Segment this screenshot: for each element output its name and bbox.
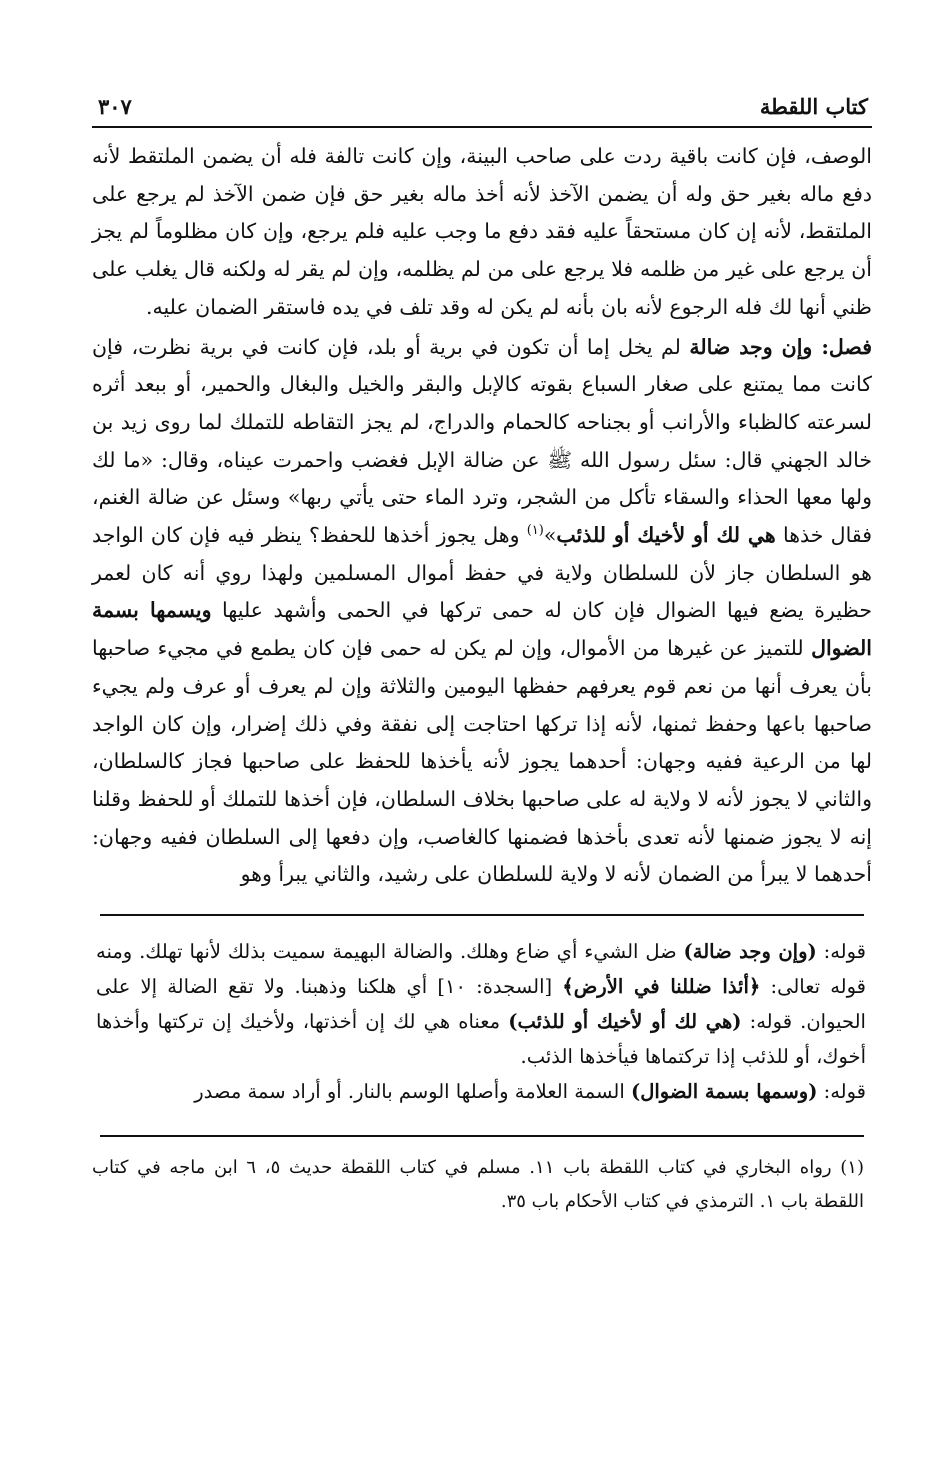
commentary-1-text-c: معناه هي لك إن أخذتها، ولأخيك إن تركتها وأخذها أخوك، أو للذئب إذا تركتماها فيأخذها الذئب. bbox=[96, 1010, 866, 1069]
commentary-paragraph-2 bbox=[96, 1074, 866, 1109]
footnote-1 bbox=[92, 1151, 864, 1219]
commentary-paragraph-1 bbox=[96, 934, 866, 1074]
main-paragraph-2-part-a: لم يخل إما أن تكون في برية أو بلد، فإن كانت في برية نظرت، فإن كانت مما يمتنع على صغار السباع بقوته كالإبل والبقر والخيل والبغال والحمير، أو ببعد أثره لسرعته كالظباء والأرانب أو بجناحه كالحمام والدراج، لم يجز التقاطه للتملك لما روى زيد بن خالد الجهني قال: سئل رسول الله ﷺ عن ضالة الإبل فغضب واحمرت عيناه، وقال: «ما لك ولها معها الحذاء والسقاء تأكل من الشجر، وترد الماء حتى يأتي ربها» وسئل عن ضالة الغنم، فقال خذها bbox=[92, 334, 872, 548]
main-paragraph-1: الوصف، فإن كانت باقية ردت على صاحب البينة، وإن كانت تالفة فله أن يضمن الملتقط لأنه دفع ماله بغير حق وله أن يضمن الآخذ لأنه أخذ ماله بغير حق فإن ضمن الآخذ لم يرجع على الملتقط، لأنه إن كان مستحقاً عليه فقد دفع ما وجب عليه فلم يرجع، وإن كان مظلوماً لم يجز أن يرجع على غير من ظلمه فلا يرجع على من لم يظلمه، وإن لم يقر له ولكنه قال يغلب على ظني أنها لك فله الرجوع لأنه بان بأنه لم يكن له وقد تلف في يده فاستقر الضمان عليه. bbox=[92, 144, 872, 319]
page-number: ٣٠٧ bbox=[98, 94, 132, 119]
quote-close: » bbox=[543, 523, 557, 548]
footnote-divider bbox=[100, 1135, 864, 1137]
commentary-1-lead: قوله: bbox=[816, 940, 866, 964]
commentary-2-text: السمة العلامة وأصلها الوسم بالنار. أو أراد سمة مصدر bbox=[194, 1080, 631, 1104]
footnote-1-text: رواه البخاري في كتاب اللقطة باب ١١. مسلم في كتاب اللقطة حديث ٥، ٦ ابن ماجه في كتاب اللقطة باب ١. الترمذي في كتاب الأحكام باب ٣٥. bbox=[92, 1157, 864, 1213]
commentary-block bbox=[92, 934, 872, 1109]
commentary-1-term: (وإن وجد ضالة) bbox=[683, 940, 817, 964]
hadith-bold-phrase: هي لك أو لأخيك أو للذئب bbox=[556, 523, 776, 548]
running-title: كتاب اللقطة bbox=[759, 94, 868, 119]
footnote-1-number: (١) bbox=[840, 1157, 864, 1179]
page bbox=[92, 80, 872, 1219]
main-text bbox=[92, 138, 872, 894]
main-paragraph-2 bbox=[92, 329, 872, 895]
footnotes-block bbox=[92, 1151, 872, 1219]
commentary-2-lead: قوله: bbox=[817, 1080, 866, 1104]
main-paragraph-2-part-c: للتميز عن غيرها من الأموال، وإن لم يكن له حمى فإن كان يطمع في مجيء صاحبها بأن يعرف أنها من نعم قوم يعرفهم حفظها اليومين والثلاثة وإن لم يعرف أو عرف ولم يجيء صاحبها باعها وحفظ ثمنها، لأنه إذا تركها احتاجت إلى نفقة وفي ذلك إضرار، وإن كان الواجد لها من الرعية ففيه وجهان: أحدهما يجوز لأنه يأخذها للحفظ على صاحبها فجاز كالسلطان، والثاني لا يجوز لأنه لا ولاية له على صاحبها بخلاف السلطان، فإن أخذها للتملك أو للحفظ وقلنا إنه لا يجوز ضمنها لأنه تعدى بأخذها فضمنها كالغاصب، وإن دفعها إلى السلطان ففيه وجهان: أحدهما لا يبرأ من الضمان لأنه لا ولاية للسلطان على رشيد، والثاني يبرأ وهو bbox=[92, 636, 872, 887]
commentary-1-text-a: ضل الشيء أي ضاع وهلك. والضالة البهيمة سميت بذلك لأنها تهلك. ومنه قوله تعالى: bbox=[96, 940, 867, 999]
commentary-divider bbox=[100, 914, 864, 916]
commentary-1-text-b: [السجدة: ١٠] أي هلكنا وذهبنا. ولا تقع الضالة إلا على الحيوان. قوله: bbox=[96, 975, 866, 1034]
footnote-reference: (١) bbox=[526, 523, 544, 539]
quran-quote: ﴿أئذا ضللنا في الأرض﴾ bbox=[562, 975, 761, 999]
commentary-2-term: (وسمها بسمة الضوال) bbox=[630, 1080, 818, 1104]
main-paragraph-2-part-b: وهل يجوز أخذها للحفظ؟ ينظر فيه فإن كان الواجد هو السلطان جاز لأن للسلطان ولاية في حفظ أموال المسلمين ولهذا روي أنه كان لعمر حظيرة يضع فيها الضوال فإن كان له حمى تركها في الحمى وأشهد عليها bbox=[92, 523, 872, 623]
commentary-1-term-2: (هي لك أو لأخيك أو للذئب) bbox=[508, 1010, 742, 1034]
page-header bbox=[92, 80, 872, 128]
section-heading: فصل: وإن وجد ضالة bbox=[689, 334, 873, 359]
bold-phrase-mark: ويسمها بسمة الضوال bbox=[92, 598, 872, 661]
